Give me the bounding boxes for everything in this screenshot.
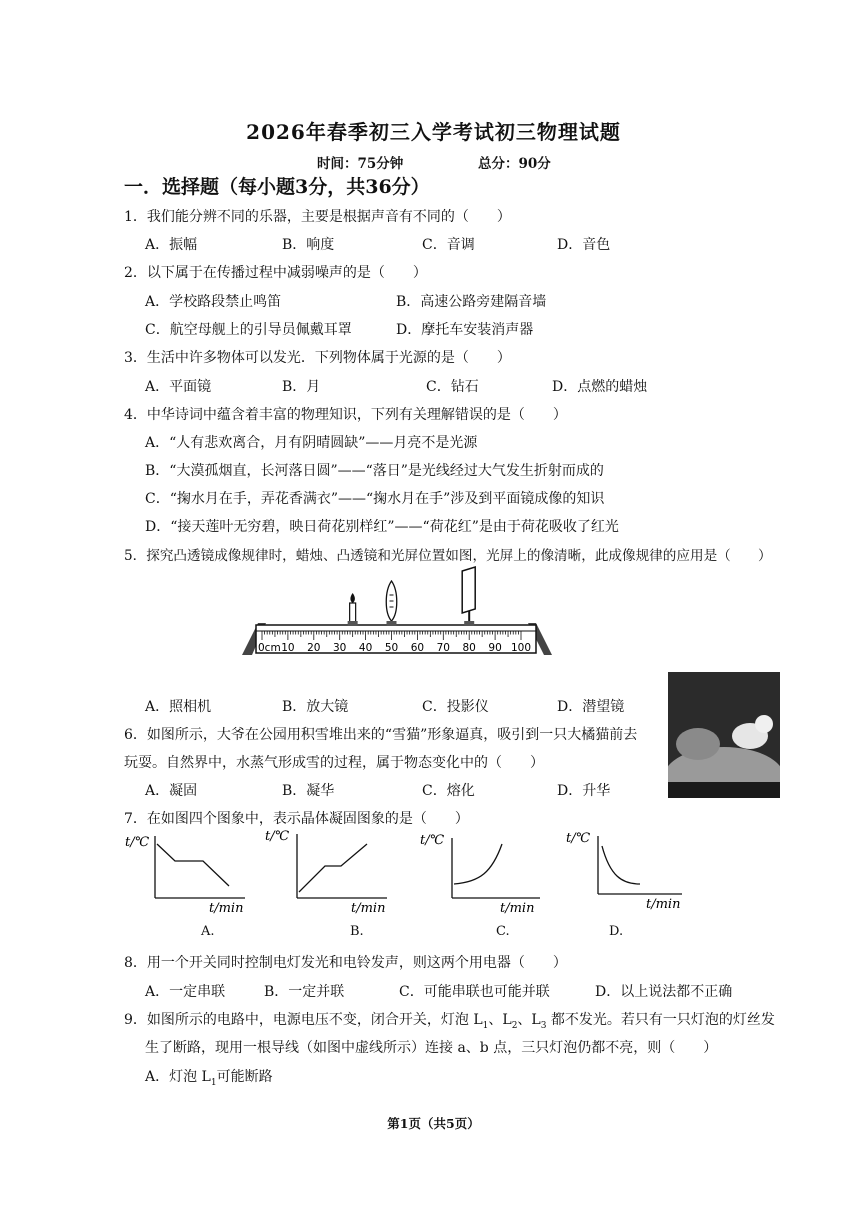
graph-a-ylabel: t/℃ [125, 835, 150, 850]
q3-option-a: A．平面镜 [145, 379, 212, 395]
ruler-label: 60 [410, 642, 425, 654]
q2-option-c: C．航空母舰上的引导员佩戴耳罩 [145, 322, 352, 338]
q9-option-a-prefix: A．灯泡 L [145, 1069, 211, 1085]
q8-option-c: C．可能串联也可能并联 [399, 984, 550, 1000]
graph-d-xlabel: t/min [646, 897, 681, 912]
q4-option-c: C．“掬水月在手，弄花香满衣”——“掬水月在手”涉及到平面镜成像的知识 [145, 491, 605, 507]
photo-caption-bar [668, 782, 780, 798]
question-6-stem-line2: 玩耍。自然界中，水蒸气形成雪的过程，属于物态变化中的（ ） [124, 755, 544, 771]
q2-option-b: B．高速公路旁建隔音墙 [396, 294, 547, 310]
q6-option-c: C．熔化 [422, 783, 475, 799]
q6-option-d: D．升华 [557, 783, 611, 799]
optical-bench-figure [238, 565, 558, 660]
q5-option-a: A．照相机 [145, 699, 212, 715]
q4-option-b: B．“大漠孤烟直，长河落日圆”——“落日”是光线经过大气发生折射而成的 [145, 463, 604, 479]
q3-option-d: D．点燃的蜡烛 [552, 379, 648, 395]
exam-total-score: 总分：90分 [478, 156, 551, 172]
graph-a-xlabel: t/min [209, 901, 244, 916]
ruler-label: 10 [281, 642, 295, 654]
graph-d-label: D. [609, 924, 624, 939]
q5-option-c: C．投影仪 [422, 699, 489, 715]
q2-option-a: A．学校路段禁止鸣笛 [145, 294, 282, 310]
graph-d-curve [602, 846, 640, 884]
graph-b [265, 826, 395, 918]
section-title: 一．选择题（每小题3分，共36分） [124, 176, 430, 198]
graph-c-curve [454, 844, 502, 884]
q3-option-b: B．月 [282, 379, 321, 395]
ruler-label: 40 [358, 642, 373, 654]
graph-d [566, 826, 696, 918]
ruler-label: 0cm [258, 642, 281, 654]
question-9-stem-line2: 生了断路，现用一根导线（如图中虚线所示）连接 a、b 点，三只灯泡仍都不亮，则（ ） [145, 1040, 718, 1056]
page-footer: 第1页（共5页） [387, 1116, 480, 1131]
graph-a [125, 826, 255, 918]
q6-option-b: B．凝华 [282, 783, 335, 799]
graph-a-label: A. [201, 924, 215, 939]
q1-option-c: C．音调 [422, 237, 475, 253]
graph-b-ylabel: t/℃ [265, 829, 290, 844]
q6-option-a: A．凝固 [145, 783, 198, 799]
graph-b-curve [299, 844, 367, 892]
graph-c-xlabel: t/min [500, 901, 535, 916]
q1-option-a: A．振幅 [145, 237, 198, 253]
exam-time: 时间：75分钟 [317, 156, 404, 172]
ruler-label: 20 [307, 642, 321, 654]
q2-option-d: D．摩托车安装消声器 [396, 322, 534, 338]
page-title: 2026年春季初三入学考试初三物理试题 [246, 120, 621, 144]
ruler-label: 90 [488, 642, 502, 654]
graph-b-label: B. [350, 924, 364, 939]
ruler-label: 70 [436, 642, 450, 654]
graph-b-xlabel: t/min [351, 901, 386, 916]
q1-option-d: D．音色 [557, 237, 611, 253]
q4-option-a: A．“人有悲欢离合，月有阴晴圆缺”——月亮不是光源 [145, 435, 478, 451]
q9-option-a-suffix: 可能断路 [216, 1069, 273, 1085]
ruler-label: 100 [510, 642, 532, 654]
q1-option-b: B．响度 [282, 237, 335, 253]
snow-cat-photo [668, 672, 780, 798]
graph-d-ylabel: t/℃ [566, 831, 591, 846]
q5-option-b: B．放大镜 [282, 699, 349, 715]
question-6-stem-line1: 6．如图所示，大爷在公园用积雪堆出来的“雪猫”形象逼真，吸引到一只大橘猫前去 [124, 727, 638, 743]
q5-option-d: D．潜望镜 [557, 699, 625, 715]
question-2-stem: 2．以下属于在传播过程中减弱噪声的是（ ） [124, 265, 427, 281]
ruler-label: 80 [462, 642, 476, 654]
convex-lens [386, 581, 397, 626]
q4-option-d: D．“接天莲叶无穷碧，映日荷花别样红”——“荷花红”是由于荷花吸收了红光 [145, 519, 619, 535]
graph-c-ylabel: t/℃ [420, 833, 445, 848]
q9-option-a: A．灯泡 $L_1$可能断路 [145, 1069, 273, 1088]
q3-option-c: C．钻石 [426, 379, 479, 395]
graph-c-label: C. [496, 924, 510, 939]
question-1-stem: 1．我们能分辨不同的乐器，主要是根据声音有不同的（ ） [124, 209, 511, 225]
question-7-stem: 7．在如图四个图象中，表示晶体凝固图象的是（ ） [124, 811, 469, 827]
snow-cat-head [755, 715, 773, 733]
q9-stem-suffix: 都不发光。若只有一只灯泡的灯丝发 [550, 1012, 775, 1028]
q8-option-b: B．一定并联 [264, 984, 345, 1000]
graph-c [420, 828, 550, 920]
question-3-stem: 3．生活中许多物体可以发光．下列物体属于光源的是（ ） [124, 350, 511, 366]
question-4-stem: 4．中华诗词中蕴含着丰富的物理知识，下列有关理解错误的是（ ） [124, 407, 567, 423]
question-8-stem: 8．用一个开关同时控制电灯发光和电铃发声，则这两个用电器（ ） [124, 955, 567, 971]
question-5-stem: 5．探究凸透镜成像规律时，蜡烛、凸透镜和光屏位置如图，光屏上的像清晰，此成像规律的应用是（ ） [124, 548, 772, 564]
graph-a-curve [157, 844, 229, 886]
light-screen [462, 567, 475, 626]
q8-option-d: D．以上说法都不正确 [595, 984, 733, 1000]
question-9-stem-line1: 9．如图所示的电路中，电源电压不变，闭合开关，灯泡 $L_1$、$L_2$、$L_3$ 都不发光。若只有一只灯泡的灯丝发 [124, 1012, 775, 1031]
q8-option-a: A．一定串联 [145, 984, 226, 1000]
candle [348, 593, 358, 626]
ruler-label: 50 [384, 642, 399, 654]
orange-cat [676, 728, 720, 760]
q9-stem-prefix: 9．如图所示的电路中，电源电压不变，闭合开关，灯泡 L [124, 1012, 483, 1028]
ruler-label: 30 [333, 642, 347, 654]
